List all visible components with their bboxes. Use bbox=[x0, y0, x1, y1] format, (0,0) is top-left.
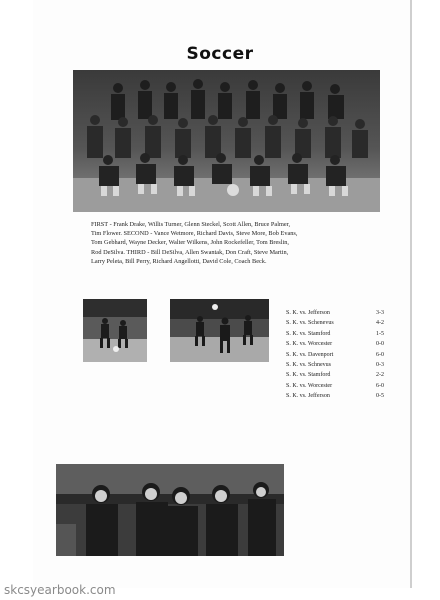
opponent: S. K. vs. Stamford bbox=[286, 372, 331, 379]
schedule-row bbox=[286, 310, 384, 320]
caption-line: Tom Gebhard, Wayne Decker, Walter Wilkens, John Rockefeller, Tom Breslin, bbox=[91, 239, 289, 247]
caption-line: FIRST - Frank Drake, Willis Turner, Glenn Steckel, Scott Allen, Bruce Palmer, bbox=[91, 221, 291, 228]
team-photo bbox=[73, 70, 380, 212]
schedule-row bbox=[286, 393, 384, 403]
caption-line: Rod DeSilva. THIRD - Bill DeSilva, Allen Swantak, Don Craft, Steve Martin, bbox=[91, 248, 289, 256]
action-photo-1 bbox=[83, 299, 147, 362]
schedule-row bbox=[286, 331, 384, 341]
schedule-row bbox=[286, 362, 384, 372]
score: 6-0 bbox=[376, 351, 384, 358]
score: 4-2 bbox=[376, 320, 384, 327]
score: 0-5 bbox=[376, 393, 384, 400]
action-photo-2 bbox=[170, 299, 269, 362]
score: 6-0 bbox=[376, 382, 384, 389]
opponent: S. K. vs. Worcester bbox=[286, 382, 333, 389]
game-schedule bbox=[286, 310, 384, 404]
score: 1-5 bbox=[376, 330, 384, 337]
opponent: S. K. vs. Jefferson bbox=[286, 393, 330, 400]
schedule-row bbox=[286, 383, 384, 393]
opponent: S. K. vs. Stamford bbox=[286, 330, 331, 337]
huddle-photo bbox=[56, 464, 284, 556]
opponent: S. K. vs. Davenport bbox=[286, 351, 334, 358]
schedule-row bbox=[286, 352, 384, 362]
score: 2-2 bbox=[376, 372, 384, 379]
schedule-row bbox=[286, 372, 384, 382]
schedule-row bbox=[286, 341, 384, 351]
watermark: skcsyearbook.com bbox=[4, 583, 116, 597]
team-caption bbox=[91, 220, 381, 266]
score: 3-3 bbox=[376, 310, 384, 316]
caption-line: Larry Peleta, Bill Perry, Richard Angellotti, David Cole, Coach Beck. bbox=[91, 257, 267, 265]
schedule-row bbox=[286, 320, 384, 330]
score: 0-0 bbox=[376, 341, 384, 348]
caption-line: Tim Flower. SECOND - Vance Wetmore, Richard Davis, Steve More, Bob Evans, bbox=[91, 230, 298, 238]
opponent: S. K. vs. Jefferson bbox=[286, 310, 330, 316]
opponent: S. K. vs. Schenevus bbox=[286, 320, 334, 327]
page-title: Soccer bbox=[186, 44, 254, 64]
score: 0-3 bbox=[376, 361, 384, 368]
opponent: S. K. vs. Schnevus bbox=[286, 361, 332, 368]
opponent: S. K. vs. Worcester bbox=[286, 341, 333, 348]
